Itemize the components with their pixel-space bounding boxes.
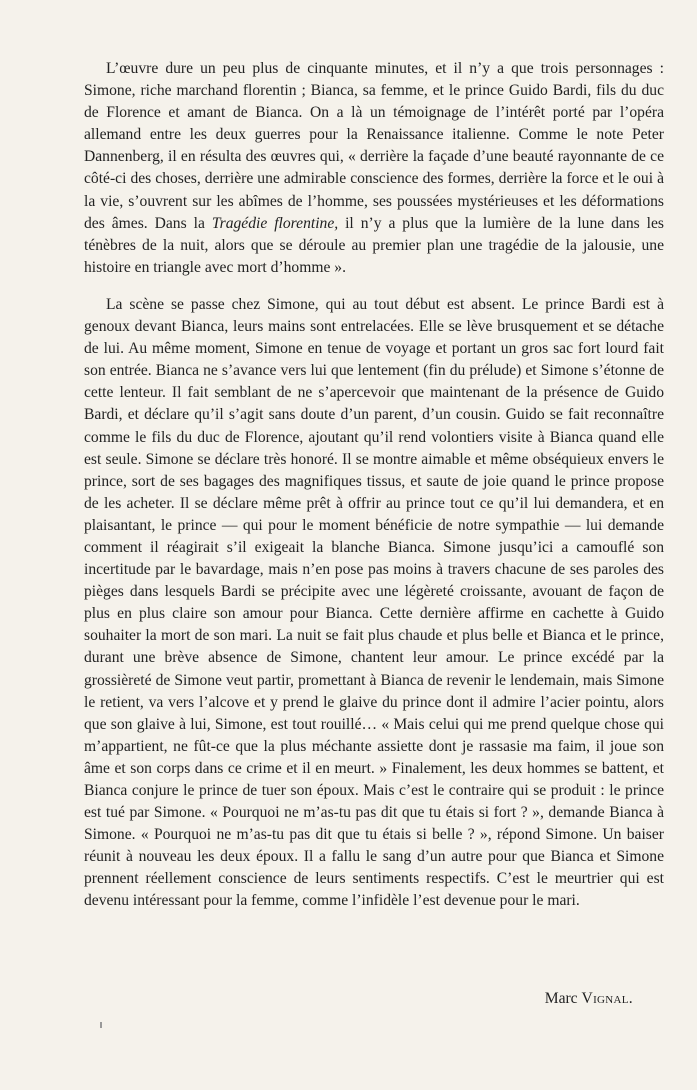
author-last-name: Vignal.	[581, 990, 633, 1007]
paragraph-2: La scène se passe chez Simone, qui au tout début est absent. Le prince Bardi est à genoux devant Bianca, leurs mains sont entrelacées. Elle se lève brusquement et se détache de lui. Au même moment, Simone en tenue de voyage et portant un gros sac fort lourd fait son entrée. Bianca ne s’avance vers lui que lentement (fin du prélude) et Simone s’étonne de cette lenteur. Il fait semblant de ne s’apercevoir que maintenant de la présence de Guido Bardi, et déclare qu’il s’agit sans doute d’un parent, d’un cousin. Guido se fait reconnaître comme le fils du duc de Florence, ajoutant qu’il rend volontiers visite à Bianca quand elle est seule. Simone se déclare très honoré. Il se montre aimable et même obséquieux envers le prince, sort de ses bagages des magnifiques tissus, et saute de joie quand le prince propose de les acheter. Il se déclare même prêt à offrir au prince tout ce qu’il lui demandera, et en plaisantant, le prince — qui pour le moment bénéficie de notre sympathie — lui demande comment il réagirait s’il exigeait la blanche Bianca. Simone jusqu’ici a camouflé son incertitude par le bavardage, mais n’en pose pas moins à travers chacune de ses paroles des pièges dans lesquels Bardi se précipite avec une légèreté croissante, avouant de façon de plus en plus claire son amour pour Bianca. Cette dernière affirme en cachette à Guido souhaiter la mort de son mari. La nuit se fait plus chaude et plus belle et Bianca et le prince, durant une brève absence de Simone, chantent leur amour. Le prince excédé par la grossièreté de Simone veut partir, promettant à Bianca de revenir le lendemain, mais Simone le retient, va vers l’alcove et y prend le glaive du prince dont il admire l’acier pointu, alors que son glaive à lui, Simone, est tout rouillé… « Mais celui qui me prend quelque chose qui m’appartient, ne fût-ce que la plus méchante assiette dont je rassasie ma faim, il joue son âme et son corps dans ce crime et il en meurt. » Finalement, les deux hommes se battent, et Bianca conjure le prince de tuer son époux. Mais c’est le contraire qui se produit : le prince est tué par Simone. « Pourquoi ne m’as-tu pas dit que tu étais si fort ? », demande Bianca à Simone. « Pourquoi ne m’as-tu pas dit que tu étais si belle ? », répond Simone. Un baiser réunit à nouveau les deux époux. Il a fallu le sang d’un autre pour que Bianca et Simone prennent réellement conscience de leurs sentiments respectifs. C’est le meurtrier qui est devenu intéressant pour la femme, comme l’infidèle l’est devenue pour le mari.	[84, 295, 664, 910]
paragraph-1	[84, 58, 664, 279]
stray-mark	[100, 1022, 102, 1028]
article-body	[84, 58, 664, 913]
author-first-name: Marc	[544, 990, 578, 1007]
paragraph-1-text-start: L’œuvre dure un peu plus de cinquante minutes, et il n’y a que trois personnages : Simone, riche marchand florentin ; Bianca, sa femme, et le prince Guido Bardi, fils du duc de Florence et amant de Bianca. On a là un témoignage de l’intérêt porté par l’opéra allemand entre les deux guerres pour la Renaissance italienne. Comme le note Peter Dannenberg, il en résulta des œuvres qui, « derrière la façade d’une beauté rayonnante de ce côté-ci des choses, derrière une admirable conscience des formes, derrière la force et le oui à la vie, s’ouvrent sur les abîmes de l’homme, ses poussées mystérieuses et les déformations des âmes. Dans la	[84, 60, 664, 232]
author-signature	[545, 990, 633, 1008]
work-title-italic: Tragédie florentine,	[211, 214, 339, 232]
paragraph-1-text-end: il n’y a plus que la lumière de la lune dans les ténèbres de la nuit, alors que se déroule au premier plan une tragédie de la jalousie, une histoire en triangle avec mort d’homme ».	[84, 214, 664, 276]
